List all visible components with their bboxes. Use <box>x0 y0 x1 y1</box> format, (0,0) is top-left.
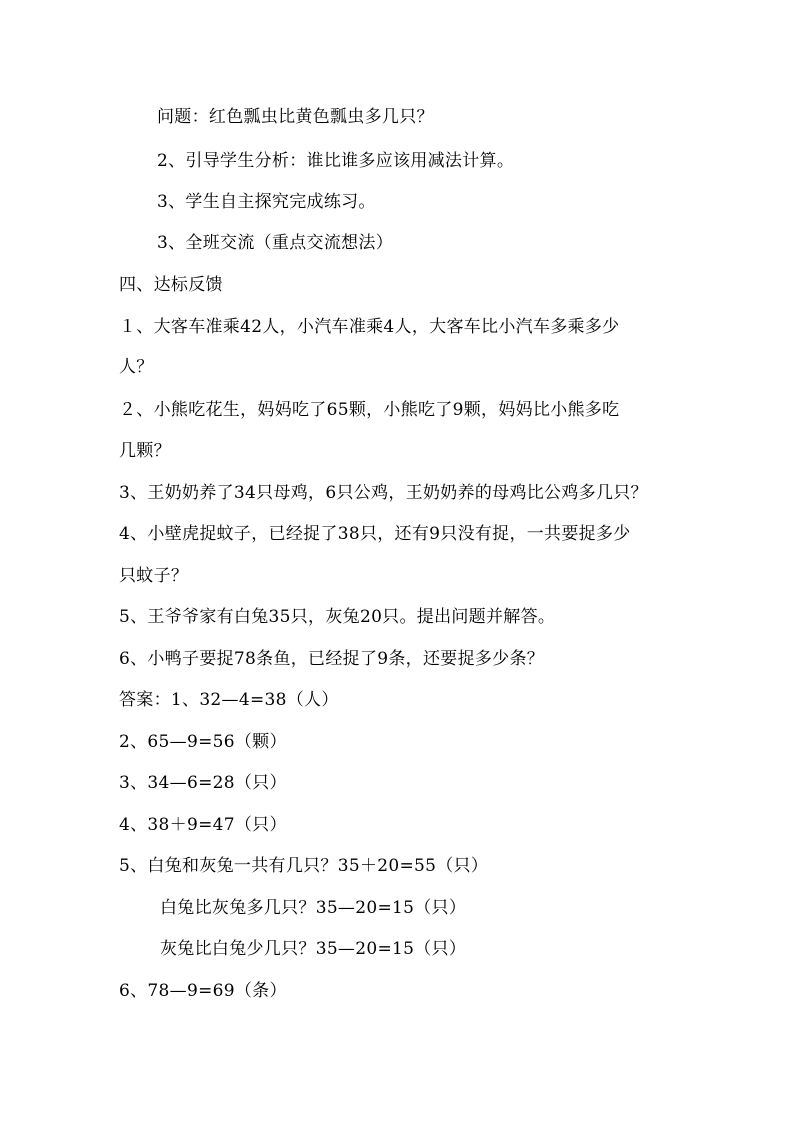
exercise-2-line-1: ２、小熊吃花生，妈妈吃了65颗，小熊吃了9颗，妈妈比小熊多吃 <box>119 400 620 420</box>
answer-4-line: 4、38＋9=47（只） <box>119 815 287 835</box>
answer-5-line-2: 白兔比灰兔多几只？35—20=15（只） <box>160 898 467 918</box>
answer-1-line: 答案：1、32—4=38（人） <box>119 690 339 710</box>
answer-3-line: 3、34—6=28（只） <box>119 773 287 793</box>
exercise-4-line-2: 只蚊子？ <box>119 566 189 586</box>
answer-5-line-1: 5、白兔和灰兔一共有几只？35＋20=55（只） <box>119 856 489 876</box>
step-3-line: 3、学生自主探究完成练习。 <box>157 192 376 212</box>
exercise-4-line-1: 4、小壁虎捉蚊子，已经捉了38只，还有9只没有捉，一共要捉多少 <box>119 524 631 544</box>
exercise-2-line-2: 几颗？ <box>119 441 171 461</box>
exercise-3-line: 3、王奶奶养了34只母鸡，6只公鸡，王奶奶养的母鸡比公鸡多几只？ <box>119 483 648 503</box>
exercise-1-line-2: 人？ <box>119 357 154 377</box>
answer-6-line: 6、78—9=69（条） <box>119 981 287 1001</box>
exercise-6-line: 6、小鸭子要捉78条鱼，已经捉了9条，还要捉多少条？ <box>119 649 545 669</box>
exercise-5-line: 5、王爷爷家有白兔35只，灰兔20只。提出问题并解答。 <box>119 607 556 627</box>
section-heading: 四、达标反馈 <box>119 275 223 295</box>
step-2-line: 2、引导学生分析：谁比谁多应该用减法计算。 <box>157 151 515 171</box>
question-line: 问题：红色瓢虫比黄色瓢虫多几只？ <box>157 107 434 127</box>
step-3b-line: 3、全班交流（重点交流想法） <box>157 233 394 253</box>
exercise-1-line-1: １、大客车准乘42人，小汽车准乘4人，大客车比小汽车多乘多少 <box>119 317 620 337</box>
answer-2-line: 2、65—9=56（颗） <box>119 732 287 752</box>
answer-5-line-3: 灰兔比白兔少几只？35—20=15（只） <box>160 939 467 959</box>
